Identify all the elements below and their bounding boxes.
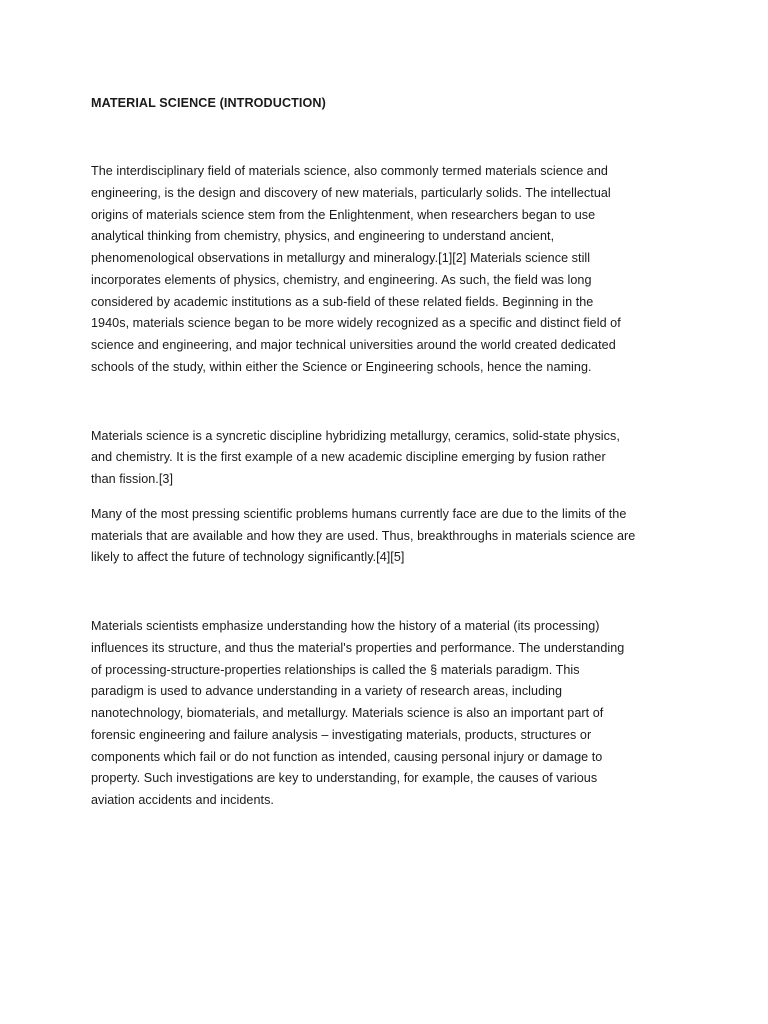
paragraph-line: The interdisciplinary field of materials science, also commonly termed materials science and	[91, 164, 608, 178]
document-body	[91, 93, 691, 812]
paragraph-line: components which fail or do not function as intended, causing personal injury or damage to	[91, 749, 603, 764]
document-title: MATERIAL SCIENCE (INTRODUCTION)	[91, 96, 326, 110]
paragraph-paradigm	[91, 616, 691, 812]
paragraph-line: science and engineering, and major technical universities around the world created dedicated	[91, 338, 616, 352]
paragraph-line: 1940s, materials science began to be more widely recognized as a specific and distinct field of	[91, 316, 621, 331]
paragraph-line: materials that are available and how they are used. Thus, breakthroughs in materials science are	[91, 528, 636, 543]
paragraph-line: nanotechnology, biomaterials, and metallurgy. Materials science is also an important part of	[91, 706, 604, 720]
paragraph-line: engineering, is the design and discovery of new materials, particularly solids. The intellectual	[91, 185, 611, 200]
paragraph-line: forensic engineering and failure analysis – investigating materials, products, structures or	[91, 727, 592, 742]
paragraph-line: of processing-structure-properties relationships is called the § materials paradigm. This	[91, 662, 580, 677]
paragraph-line: Materials science is a syncretic discipline hybridizing metallurgy, ceramics, solid-state physics,	[91, 428, 620, 443]
paragraph-line: likely to affect the future of technology significantly.[4][5]	[91, 550, 405, 565]
paragraph-line: influences its structure, and thus the material's properties and performance. The understanding	[91, 640, 625, 655]
paragraph-line: and chemistry. It is the first example of a new academic discipline emerging by fusion rather	[91, 450, 606, 465]
paragraph-line: analytical thinking from chemistry, physics, and engineering to understand ancient,	[91, 229, 555, 244]
paragraph-line: considered by academic institutions as a sub-field of these related fields. Beginning in the	[91, 294, 594, 309]
paragraph-line: origins of materials science stem from the Enlightenment, when researchers began to use	[91, 207, 596, 222]
paragraph-line: paradigm is used to advance understanding in a variety of research areas, including	[91, 684, 563, 699]
paragraph-problems	[91, 504, 691, 569]
paragraph-syncretic	[91, 426, 691, 491]
paragraph-line: than fission.[3]	[91, 472, 174, 486]
paragraph-line: schools of the study, within either the Science or Engineering schools, hence the naming.	[91, 359, 592, 374]
paragraph-line: Materials scientists emphasize understanding how the history of a material (its processing)	[91, 619, 600, 633]
paragraph-intro	[91, 161, 691, 379]
paragraph-line: property. Such investigations are key to understanding, for example, the causes of various	[91, 771, 598, 786]
paragraph-line: phenomenological observations in metallurgy and mineralogy.[1][2] Materials science still	[91, 251, 591, 265]
paragraph-line: Many of the most pressing scientific problems humans currently face are due to the limits of the	[91, 506, 627, 521]
paragraph-line: incorporates elements of physics, chemistry, and engineering. As such, the field was long	[91, 272, 592, 287]
paragraph-line: aviation accidents and incidents.	[91, 793, 274, 807]
